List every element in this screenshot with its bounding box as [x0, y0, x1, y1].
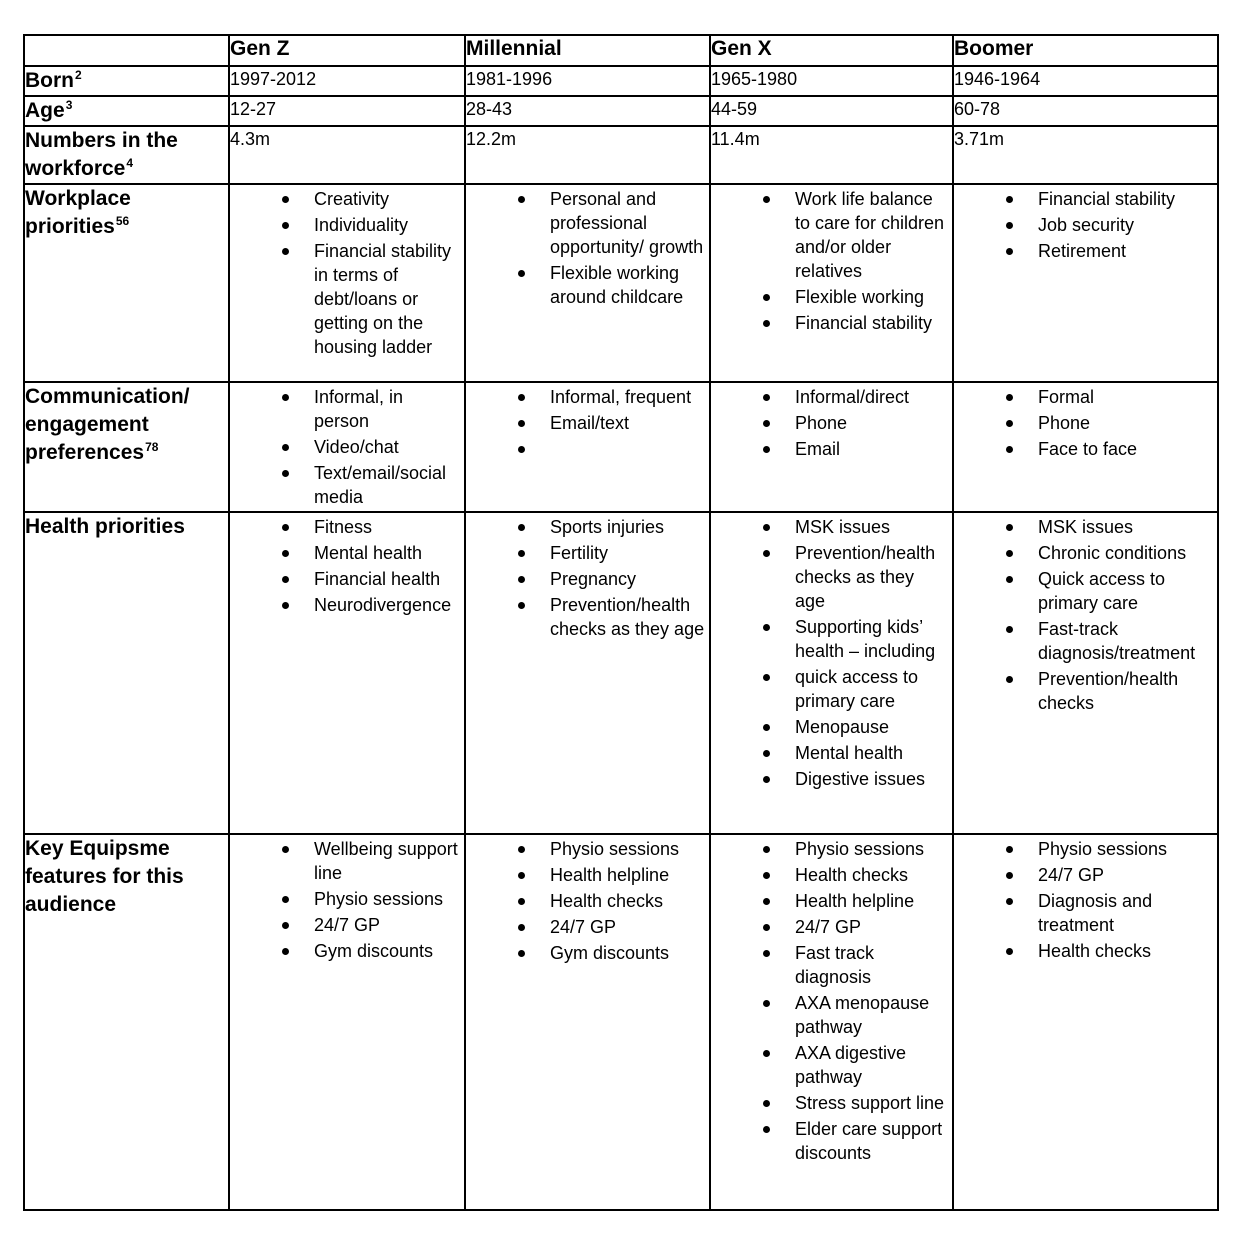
bullet-icon	[763, 320, 770, 327]
list-item-text: Stress support line	[795, 1093, 945, 1113]
list-item	[711, 1091, 948, 1115]
list-item	[711, 541, 948, 613]
equipsme-cell-boomer	[953, 834, 1218, 1210]
list-item	[466, 515, 705, 539]
list-item	[230, 939, 460, 963]
list-item-text: AXA digestive pathway	[795, 1043, 907, 1087]
bullet-icon	[763, 674, 770, 681]
workplace-list-millennial	[466, 185, 709, 309]
generations-table	[23, 34, 1219, 1211]
health-cell-millennial	[465, 512, 710, 834]
list-item	[230, 567, 460, 591]
list-item	[711, 715, 948, 739]
bullet-icon	[282, 896, 289, 903]
bullet-icon	[518, 576, 525, 583]
age-value-boomer: 60-78	[953, 96, 1218, 126]
list-item	[230, 913, 460, 937]
list-item	[954, 567, 1213, 615]
list-item	[711, 863, 948, 887]
bullet-icon	[763, 294, 770, 301]
list-item	[230, 461, 460, 509]
bullet-icon	[518, 394, 525, 401]
list-item	[954, 939, 1213, 963]
equipsme-cell-gen-z	[229, 834, 465, 1210]
list-item	[466, 437, 705, 461]
equipsme-cell-millennial	[465, 834, 710, 1210]
list-item	[466, 915, 705, 939]
row-health-priorities	[24, 512, 1218, 834]
list-item-text: 24/7 GP	[550, 917, 617, 937]
list-item-text: MSK issues	[1038, 517, 1134, 537]
list-item	[230, 385, 460, 433]
list-item-text: Personal and professional opportunity/ growth	[550, 189, 704, 257]
list-item-text: Email	[795, 439, 841, 459]
equipsme-list-boomer	[954, 835, 1217, 963]
list-item-text: Financial health	[314, 569, 441, 589]
list-item	[954, 437, 1213, 461]
age-value-gen-x: 44-59	[710, 96, 953, 126]
list-item-text: Chronic conditions	[1038, 543, 1187, 563]
health-cell-gen-x	[710, 512, 953, 834]
list-item-text: quick access to primary care	[795, 667, 919, 711]
born-value-gen-z: 1997-2012	[229, 66, 465, 96]
list-item	[466, 941, 705, 965]
list-item	[230, 213, 460, 237]
bullet-icon	[1006, 196, 1013, 203]
row-workplace-priorities	[24, 184, 1218, 382]
column-header-gen-z: Gen Z	[229, 35, 465, 66]
list-item-text: Menopause	[795, 717, 890, 737]
bullet-icon	[282, 394, 289, 401]
communication-cell-millennial	[465, 382, 710, 512]
list-item	[466, 187, 705, 259]
list-item-text: Mental health	[314, 543, 423, 563]
row-label-equipsme-features: Key Equipsme features for this audience	[24, 834, 229, 1210]
list-item-text: Physio sessions	[795, 839, 925, 859]
bullet-icon	[763, 524, 770, 531]
numbers-value-gen-x: 11.4m	[710, 126, 953, 184]
list-item	[954, 385, 1213, 409]
numbers-value-millennial: 12.2m	[465, 126, 710, 184]
list-item-text: Fast-track diagnosis/treatment	[1038, 619, 1196, 663]
list-item-text: Prevention/health checks as they age	[795, 543, 936, 611]
list-item-text: Phone	[1038, 413, 1091, 433]
list-item	[954, 239, 1213, 263]
column-header-boomer: Boomer	[953, 35, 1218, 66]
list-item	[711, 889, 948, 913]
list-item	[466, 837, 705, 861]
list-item-text: Email/text	[550, 413, 630, 433]
bullet-icon	[518, 524, 525, 531]
list-item-text: Creativity	[314, 189, 390, 209]
born-value-gen-x: 1965-1980	[710, 66, 953, 96]
list-item	[711, 385, 948, 409]
bullet-icon	[763, 950, 770, 957]
bullet-icon	[1006, 872, 1013, 879]
list-item-text: Work life balance to care for children and/or older relatives	[795, 189, 945, 281]
communication-list-gen-z	[230, 383, 464, 509]
numbers-value-boomer: 3.71m	[953, 126, 1218, 184]
list-item	[230, 187, 460, 211]
bullet-icon	[282, 576, 289, 583]
bullet-icon	[282, 248, 289, 255]
list-item	[954, 411, 1213, 435]
list-item-text: Physio sessions	[550, 839, 680, 859]
bullet-icon	[763, 724, 770, 731]
equipsme-list-gen-x	[711, 835, 952, 1165]
list-item-text: Flexible working around childcare	[550, 263, 684, 307]
bullet-icon	[282, 602, 289, 609]
bullet-icon	[282, 196, 289, 203]
list-item	[954, 837, 1213, 861]
communication-cell-gen-z	[229, 382, 465, 512]
health-cell-gen-z	[229, 512, 465, 834]
bullet-icon	[1006, 898, 1013, 905]
bullet-icon	[763, 1100, 770, 1107]
list-item-text: Financial stability	[1038, 189, 1176, 209]
list-item-text: Neurodivergence	[314, 595, 452, 615]
list-item	[711, 437, 948, 461]
list-item-text: Digestive issues	[795, 769, 926, 789]
list-item-text: Retirement	[1038, 241, 1127, 261]
numbers-value-gen-z: 4.3m	[229, 126, 465, 184]
list-item-text: Fitness	[314, 517, 373, 537]
list-item-text: Pregnancy	[550, 569, 637, 589]
list-item-text: Financial stability	[795, 313, 933, 333]
bullet-icon	[282, 948, 289, 955]
list-item	[954, 667, 1213, 715]
bullet-icon	[763, 924, 770, 931]
list-item-text: Job security	[1038, 215, 1135, 235]
list-item-text: Formal	[1038, 387, 1095, 407]
communication-list-boomer	[954, 383, 1217, 461]
bullet-icon	[518, 924, 525, 931]
bullet-icon	[282, 470, 289, 477]
bullet-icon	[763, 750, 770, 757]
list-item-text: Flexible working	[795, 287, 925, 307]
list-item	[230, 239, 460, 359]
health-list-boomer	[954, 513, 1217, 715]
bullet-icon	[763, 550, 770, 557]
list-item-text: Text/email/social media	[314, 463, 447, 507]
bullet-icon	[1006, 524, 1013, 531]
bullet-icon	[1006, 420, 1013, 427]
workplace-list-gen-x	[711, 185, 952, 335]
workplace-list-boomer	[954, 185, 1217, 263]
list-item	[954, 213, 1213, 237]
list-item	[466, 541, 705, 565]
health-list-gen-x	[711, 513, 952, 791]
list-item-text: Physio sessions	[314, 889, 444, 909]
bullet-icon	[763, 872, 770, 879]
equipsme-list-gen-z	[230, 835, 464, 963]
bullet-icon	[763, 394, 770, 401]
bullet-icon	[763, 420, 770, 427]
row-label-age: Age$^3$	[24, 96, 229, 126]
list-item-text: Health checks	[550, 891, 664, 911]
row-equipsme-features	[24, 834, 1218, 1210]
list-item	[711, 915, 948, 939]
list-item-text: Diagnosis and treatment	[1038, 891, 1153, 935]
equipsme-cell-gen-x	[710, 834, 953, 1210]
list-item	[230, 435, 460, 459]
list-item-text: Fast track diagnosis	[795, 943, 875, 987]
born-value-millennial: 1981-1996	[465, 66, 710, 96]
bullet-icon	[1006, 576, 1013, 583]
list-item	[711, 311, 948, 335]
bullet-icon	[518, 550, 525, 557]
list-item-text: Fertility	[550, 543, 608, 563]
bullet-icon	[1006, 626, 1013, 633]
bullet-icon	[763, 624, 770, 631]
list-item-text: Elder care support discounts	[795, 1119, 943, 1163]
list-item-text: Informal, frequent	[550, 387, 692, 407]
bullet-icon	[518, 270, 525, 277]
list-item	[466, 385, 705, 409]
corner-cell	[24, 35, 229, 66]
list-item-text: 24/7 GP	[795, 917, 862, 937]
list-item-text: Video/chat	[314, 437, 399, 457]
list-item	[466, 411, 705, 435]
bullet-icon	[763, 846, 770, 853]
bullet-icon	[282, 222, 289, 229]
communication-cell-gen-x	[710, 382, 953, 512]
bullet-icon	[763, 1126, 770, 1133]
bullet-icon	[518, 420, 525, 427]
list-item	[954, 541, 1213, 565]
bullet-icon	[1006, 846, 1013, 853]
list-item-text: Health checks	[795, 865, 909, 885]
list-item	[954, 515, 1213, 539]
list-item	[954, 863, 1213, 887]
list-item	[954, 187, 1213, 211]
list-item-text: Financial stability in terms of debt/loans or getting on the housing ladder	[314, 241, 452, 357]
row-communication-preferences	[24, 382, 1218, 512]
list-item	[711, 187, 948, 283]
communication-list-millennial	[466, 383, 709, 461]
list-item-text: Gym discounts	[550, 943, 670, 963]
age-value-millennial: 28-43	[465, 96, 710, 126]
bullet-icon	[763, 1050, 770, 1057]
bullet-icon	[282, 524, 289, 531]
list-item-text: Face to face	[1038, 439, 1138, 459]
list-item-text: Health helpline	[550, 865, 670, 885]
list-item-text: Prevention/health checks as they age	[550, 595, 705, 639]
bullet-icon	[518, 872, 525, 879]
list-item-text: Informal, in person	[314, 387, 404, 431]
list-item-text: Health helpline	[795, 891, 915, 911]
column-header-millennial: Millennial	[465, 35, 710, 66]
list-item	[466, 863, 705, 887]
bullet-icon	[1006, 550, 1013, 557]
list-item	[954, 617, 1213, 665]
list-item-text: Quick access to primary care	[1038, 569, 1166, 613]
list-item	[230, 541, 460, 565]
equipsme-list-millennial	[466, 835, 709, 965]
row-label-numbers-in-workforce: Numbers in the workforce$^4$	[24, 126, 229, 184]
list-item	[711, 991, 948, 1039]
bullet-icon	[518, 846, 525, 853]
list-item	[466, 567, 705, 591]
list-item	[711, 741, 948, 765]
bullet-icon	[282, 922, 289, 929]
list-item-text: Informal/direct	[795, 387, 910, 407]
list-item-text: Individuality	[314, 215, 409, 235]
bullet-icon	[282, 550, 289, 557]
row-label-communication-preferences: Communication/ engagement preferences$^{78}$	[24, 382, 229, 512]
list-item	[230, 837, 460, 885]
list-item	[711, 941, 948, 989]
list-item	[711, 767, 948, 791]
list-item-text: 24/7 GP	[1038, 865, 1105, 885]
row-numbers-in-workforce	[24, 126, 1218, 184]
list-item	[230, 887, 460, 911]
list-item	[954, 889, 1213, 937]
list-item	[711, 285, 948, 309]
column-header-gen-x: Gen X	[710, 35, 953, 66]
workplace-cell-millennial	[465, 184, 710, 382]
workplace-cell-gen-z	[229, 184, 465, 382]
list-item	[711, 1041, 948, 1089]
list-item-text: Prevention/health checks	[1038, 669, 1179, 713]
bullet-icon	[1006, 948, 1013, 955]
bullet-icon	[518, 898, 525, 905]
bullet-icon	[518, 446, 525, 453]
communication-cell-boomer	[953, 382, 1218, 512]
row-label-workplace-priorities: Workplace priorities$^{56}$	[24, 184, 229, 382]
bullet-icon	[518, 196, 525, 203]
list-item-text: AXA menopause pathway	[795, 993, 930, 1037]
bullet-icon	[518, 602, 525, 609]
row-age	[24, 96, 1218, 126]
bullet-icon	[1006, 676, 1013, 683]
list-item	[466, 889, 705, 913]
list-item-text: Supporting kids’ health – including	[795, 617, 936, 661]
list-item-text: Physio sessions	[1038, 839, 1168, 859]
list-item	[711, 615, 948, 663]
bullet-icon	[518, 950, 525, 957]
list-item	[711, 515, 948, 539]
list-item	[230, 515, 460, 539]
health-cell-boomer	[953, 512, 1218, 834]
health-list-gen-z	[230, 513, 464, 617]
bullet-icon	[1006, 394, 1013, 401]
list-item-text: Phone	[795, 413, 848, 433]
workplace-cell-gen-x	[710, 184, 953, 382]
list-item	[711, 837, 948, 861]
list-item-text: Mental health	[795, 743, 904, 763]
list-item	[230, 593, 460, 617]
workplace-cell-boomer	[953, 184, 1218, 382]
workplace-list-gen-z	[230, 185, 464, 359]
list-item-text: 24/7 GP	[314, 915, 381, 935]
age-value-gen-z: 12-27	[229, 96, 465, 126]
list-item	[466, 261, 705, 309]
header-row	[24, 35, 1218, 66]
list-item	[711, 1117, 948, 1165]
bullet-icon	[763, 1000, 770, 1007]
bullet-icon	[282, 846, 289, 853]
bullet-icon	[763, 776, 770, 783]
list-item-text: MSK issues	[795, 517, 891, 537]
communication-list-gen-x	[711, 383, 952, 461]
list-item-text: Gym discounts	[314, 941, 434, 961]
health-list-millennial	[466, 513, 709, 641]
bullet-icon	[763, 898, 770, 905]
bullet-icon	[282, 444, 289, 451]
list-item	[711, 665, 948, 713]
list-item-text: Sports injuries	[550, 517, 665, 537]
row-label-born: Born$^2$	[24, 66, 229, 96]
bullet-icon	[1006, 222, 1013, 229]
row-born	[24, 66, 1218, 96]
bullet-icon	[1006, 248, 1013, 255]
row-label-health-priorities: Health priorities	[24, 512, 229, 834]
bullet-icon	[763, 196, 770, 203]
born-value-boomer: 1946-1964	[953, 66, 1218, 96]
bullet-icon	[763, 446, 770, 453]
list-item	[711, 411, 948, 435]
bullet-icon	[1006, 446, 1013, 453]
list-item-text: Health checks	[1038, 941, 1152, 961]
list-item-text: Wellbeing support line	[314, 839, 458, 883]
list-item	[466, 593, 705, 641]
